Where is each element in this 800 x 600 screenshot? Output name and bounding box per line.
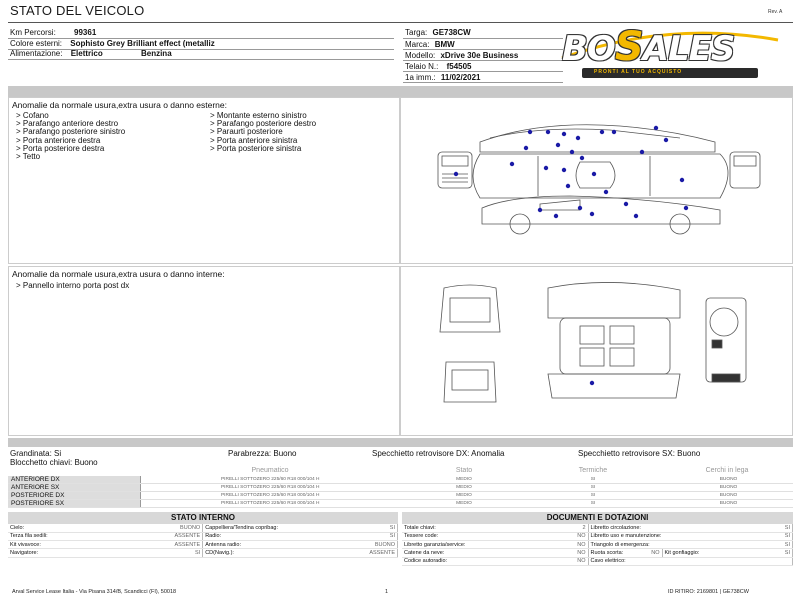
bosales-logo <box>558 22 783 82</box>
kv-key: Libretto uso e manutenzione: <box>588 532 767 540</box>
kv-value: NO <box>502 541 588 549</box>
logo-wordmark: BOSALES <box>562 24 735 70</box>
kv-value: ASSENTE <box>108 532 203 540</box>
kv-key: Catene da neve: <box>402 549 502 557</box>
kv-key: Ruota scorta: <box>588 549 648 557</box>
tire-header-cerchi: Cerchi in lega <box>705 467 749 474</box>
tire-state: MEDIO <box>400 484 528 492</box>
kv-value: BUONO <box>313 541 398 549</box>
tire-winter: SI <box>528 500 658 508</box>
color-label: Colore esterni: <box>10 39 63 48</box>
table-row <box>402 557 793 565</box>
list-item: > Pannello interno porta post dx <box>16 281 130 290</box>
list-item: > Parafango anteriore destro <box>16 119 119 129</box>
documents-title: DOCUMENTI E DOTAZIONI <box>402 512 793 524</box>
list-item: > Porta anteriore destra <box>16 135 101 145</box>
kv-value: SI <box>767 549 793 557</box>
make-value: BMW <box>434 40 455 49</box>
kv-key: Antenna radio: <box>203 541 313 549</box>
table-row <box>8 500 793 508</box>
fuel-label: Alimentazione: <box>10 49 63 58</box>
chassis-label: Telaio N.: <box>405 62 439 71</box>
tire-rim: BUONO <box>664 500 793 508</box>
table-row <box>402 549 793 557</box>
kv-value: 2 <box>502 524 588 532</box>
row-rule <box>403 49 563 50</box>
row-rule <box>8 59 394 60</box>
fuel-row <box>10 49 172 59</box>
external-damage-title: Anomalie da normale usura,extra usura o danno esterne: <box>12 100 227 110</box>
kv-key: Kit vivavoce: <box>8 541 108 549</box>
kv-value: NO <box>502 557 588 565</box>
kv-value: NO <box>502 532 588 540</box>
tire-rim: BUONO <box>664 484 793 492</box>
list-item: > Parafango posteriore destro <box>210 119 317 129</box>
footer-address: Arval Service Lease Italia - Via Pisana 314/B, Scandicci (FI), 50018 <box>12 589 177 595</box>
tire-model: PIRELLI SOTTOZERO 225/60 R18 000/104 H <box>140 500 400 508</box>
external-damage-list-1 <box>16 112 125 161</box>
tire-header-stato: Stato <box>455 467 473 474</box>
table-row <box>8 524 398 532</box>
table-row <box>8 492 793 500</box>
internal-state-block <box>8 512 398 558</box>
kv-value <box>767 557 793 565</box>
table-row <box>8 549 398 557</box>
kv-key: Cielo: <box>8 524 108 532</box>
tire-position: POSTERIORE DX <box>8 492 140 500</box>
internal-damage-title: Anomalie da normale usura,extra usura o danno interne: <box>12 269 225 279</box>
kv-key: Codice autoradio: <box>402 557 502 565</box>
km-value: 99361 <box>74 28 97 37</box>
table-row <box>8 532 398 540</box>
tire-winter: SI <box>528 484 658 492</box>
plate-label: Targa: <box>405 28 428 37</box>
registration-label: 1a imm.: <box>405 73 436 82</box>
tire-model: PIRELLI SOTTOZERO 225/60 R18 000/104 H <box>140 476 400 484</box>
kv-value: ASSENTE <box>313 549 398 557</box>
row-rule <box>403 82 563 83</box>
internal-state-title: STATO INTERNO <box>8 512 398 524</box>
km-row <box>10 28 96 38</box>
tire-position: ANTERIORE DX <box>8 476 140 484</box>
table-row <box>8 484 793 492</box>
mirror-sx-status: Specchietto retrovisore SX: Buono <box>578 449 701 458</box>
kv-value: SI <box>313 532 398 540</box>
kv-value: SI <box>767 541 793 549</box>
tire-position: ANTERIORE SX <box>8 484 140 492</box>
footer-pickup-id: ID RITIRO: 2169801 | GE738CW <box>668 589 749 595</box>
status-band <box>8 438 793 447</box>
tire-winter: SI <box>528 476 658 484</box>
kv-value: NO <box>502 549 588 557</box>
kv-key: Cappelliera/Tendina copribag: <box>203 524 313 532</box>
tire-model: PIRELLI SOTTOZERO 225/60 R18 000/104 H <box>140 492 400 500</box>
registration-value: 11/02/2021 <box>440 73 481 82</box>
tire-rim: BUONO <box>664 492 793 500</box>
table-row <box>402 541 793 549</box>
hail-status: Grandinata: Si <box>10 449 62 458</box>
kv-value: SI <box>108 549 203 557</box>
kv-key: Totale chiavi: <box>402 524 502 532</box>
kv-key: Tessere code: <box>402 532 502 540</box>
list-item: > Porta posteriore destra <box>16 143 105 153</box>
row-rule <box>403 38 563 39</box>
windshield-status: Parabrezza: Buono <box>228 449 297 458</box>
tire-position: POSTERIORE SX <box>8 500 140 508</box>
tire-state: MEDIO <box>400 500 528 508</box>
tire-header-pneumatico: Pneumatico <box>251 467 289 474</box>
table-row <box>8 476 793 484</box>
make-label: Marca: <box>405 40 430 49</box>
tire-state: MEDIO <box>400 476 528 484</box>
list-item: > Tetto <box>16 152 41 162</box>
list-item: > Paraurti posteriore <box>210 127 283 137</box>
tire-winter: SI <box>528 492 658 500</box>
kv-key: Libretto garanzia/service: <box>402 541 502 549</box>
internal-car-diagram <box>430 278 770 408</box>
fuel-value-2: Benzina <box>140 49 172 58</box>
kv-value: SI <box>313 524 398 532</box>
mirror-dx-status: Specchietto retrovisore DX: Anomalia <box>372 449 505 458</box>
footer-page-number: 1 <box>385 589 389 595</box>
list-item: > Parafango posteriore sinistro <box>16 127 126 137</box>
table-row <box>402 532 793 540</box>
tires-table <box>8 476 793 508</box>
tire-model: PIRELLI SOTTOZERO 225/60 R18 000/104 H <box>140 484 400 492</box>
external-damage-list-2 <box>210 112 316 153</box>
external-car-diagram <box>430 112 770 242</box>
list-item: > Porta anteriore sinistra <box>210 135 298 145</box>
tire-rim: BUONO <box>664 476 793 484</box>
kv-value: NO <box>648 549 662 557</box>
kv-key: CD(Navig.): <box>203 549 313 557</box>
documents-block <box>402 512 793 566</box>
kv-key: Libretto circolazione: <box>588 524 767 532</box>
kv-value: BUONO <box>108 524 203 532</box>
section-band <box>8 86 793 97</box>
internal-state-table <box>8 524 398 558</box>
plate-row <box>405 28 471 38</box>
table-row <box>402 524 793 532</box>
kv-value: SI <box>767 532 793 540</box>
color-value: Sophisto Grey Brilliant effect (metalliz <box>70 39 215 48</box>
kv-key: Navigatore: <box>8 549 108 557</box>
tire-header-termiche: Termiche <box>578 467 608 474</box>
tire-state: MEDIO <box>400 492 528 500</box>
kv-key: Cavo elettrico: <box>588 557 767 565</box>
kv-key: Terza fila sedili: <box>8 532 108 540</box>
kv-key: Radio: <box>203 532 313 540</box>
internal-damage-panel <box>8 266 400 436</box>
logo-subtitle: PRONTI AL TUO ACQUISTO <box>594 69 683 75</box>
model-label: Modello: <box>405 51 436 60</box>
revision-label: Rev. A <box>768 9 783 15</box>
documents-table <box>402 524 793 566</box>
model-value: xDrive 30e Business <box>440 51 519 60</box>
chassis-value: f54505 <box>446 62 472 71</box>
plate-value: GE738CW <box>432 28 471 37</box>
list-item: > Montante esterno sinistro <box>210 111 307 120</box>
kv-value: SI <box>767 524 793 532</box>
list-item: > Porta posteriore sinistra <box>210 143 302 153</box>
row-rule <box>403 60 563 61</box>
page-title: STATO DEL VEICOLO <box>10 3 145 18</box>
key-lock-status: Blocchetto chiavi: Buono <box>10 458 98 467</box>
kv-value: ASSENTE <box>108 541 203 549</box>
color-row <box>10 39 215 49</box>
kv-key: Triangolo di emergenza: <box>588 541 767 549</box>
table-row <box>8 541 398 549</box>
fuel-value: Elettrico <box>70 49 103 58</box>
km-label: Km Percorsi: <box>10 28 56 37</box>
kv-key: Kit gonfiaggio: <box>662 549 767 557</box>
row-rule <box>403 71 563 72</box>
list-item: > Cofano <box>16 111 49 120</box>
